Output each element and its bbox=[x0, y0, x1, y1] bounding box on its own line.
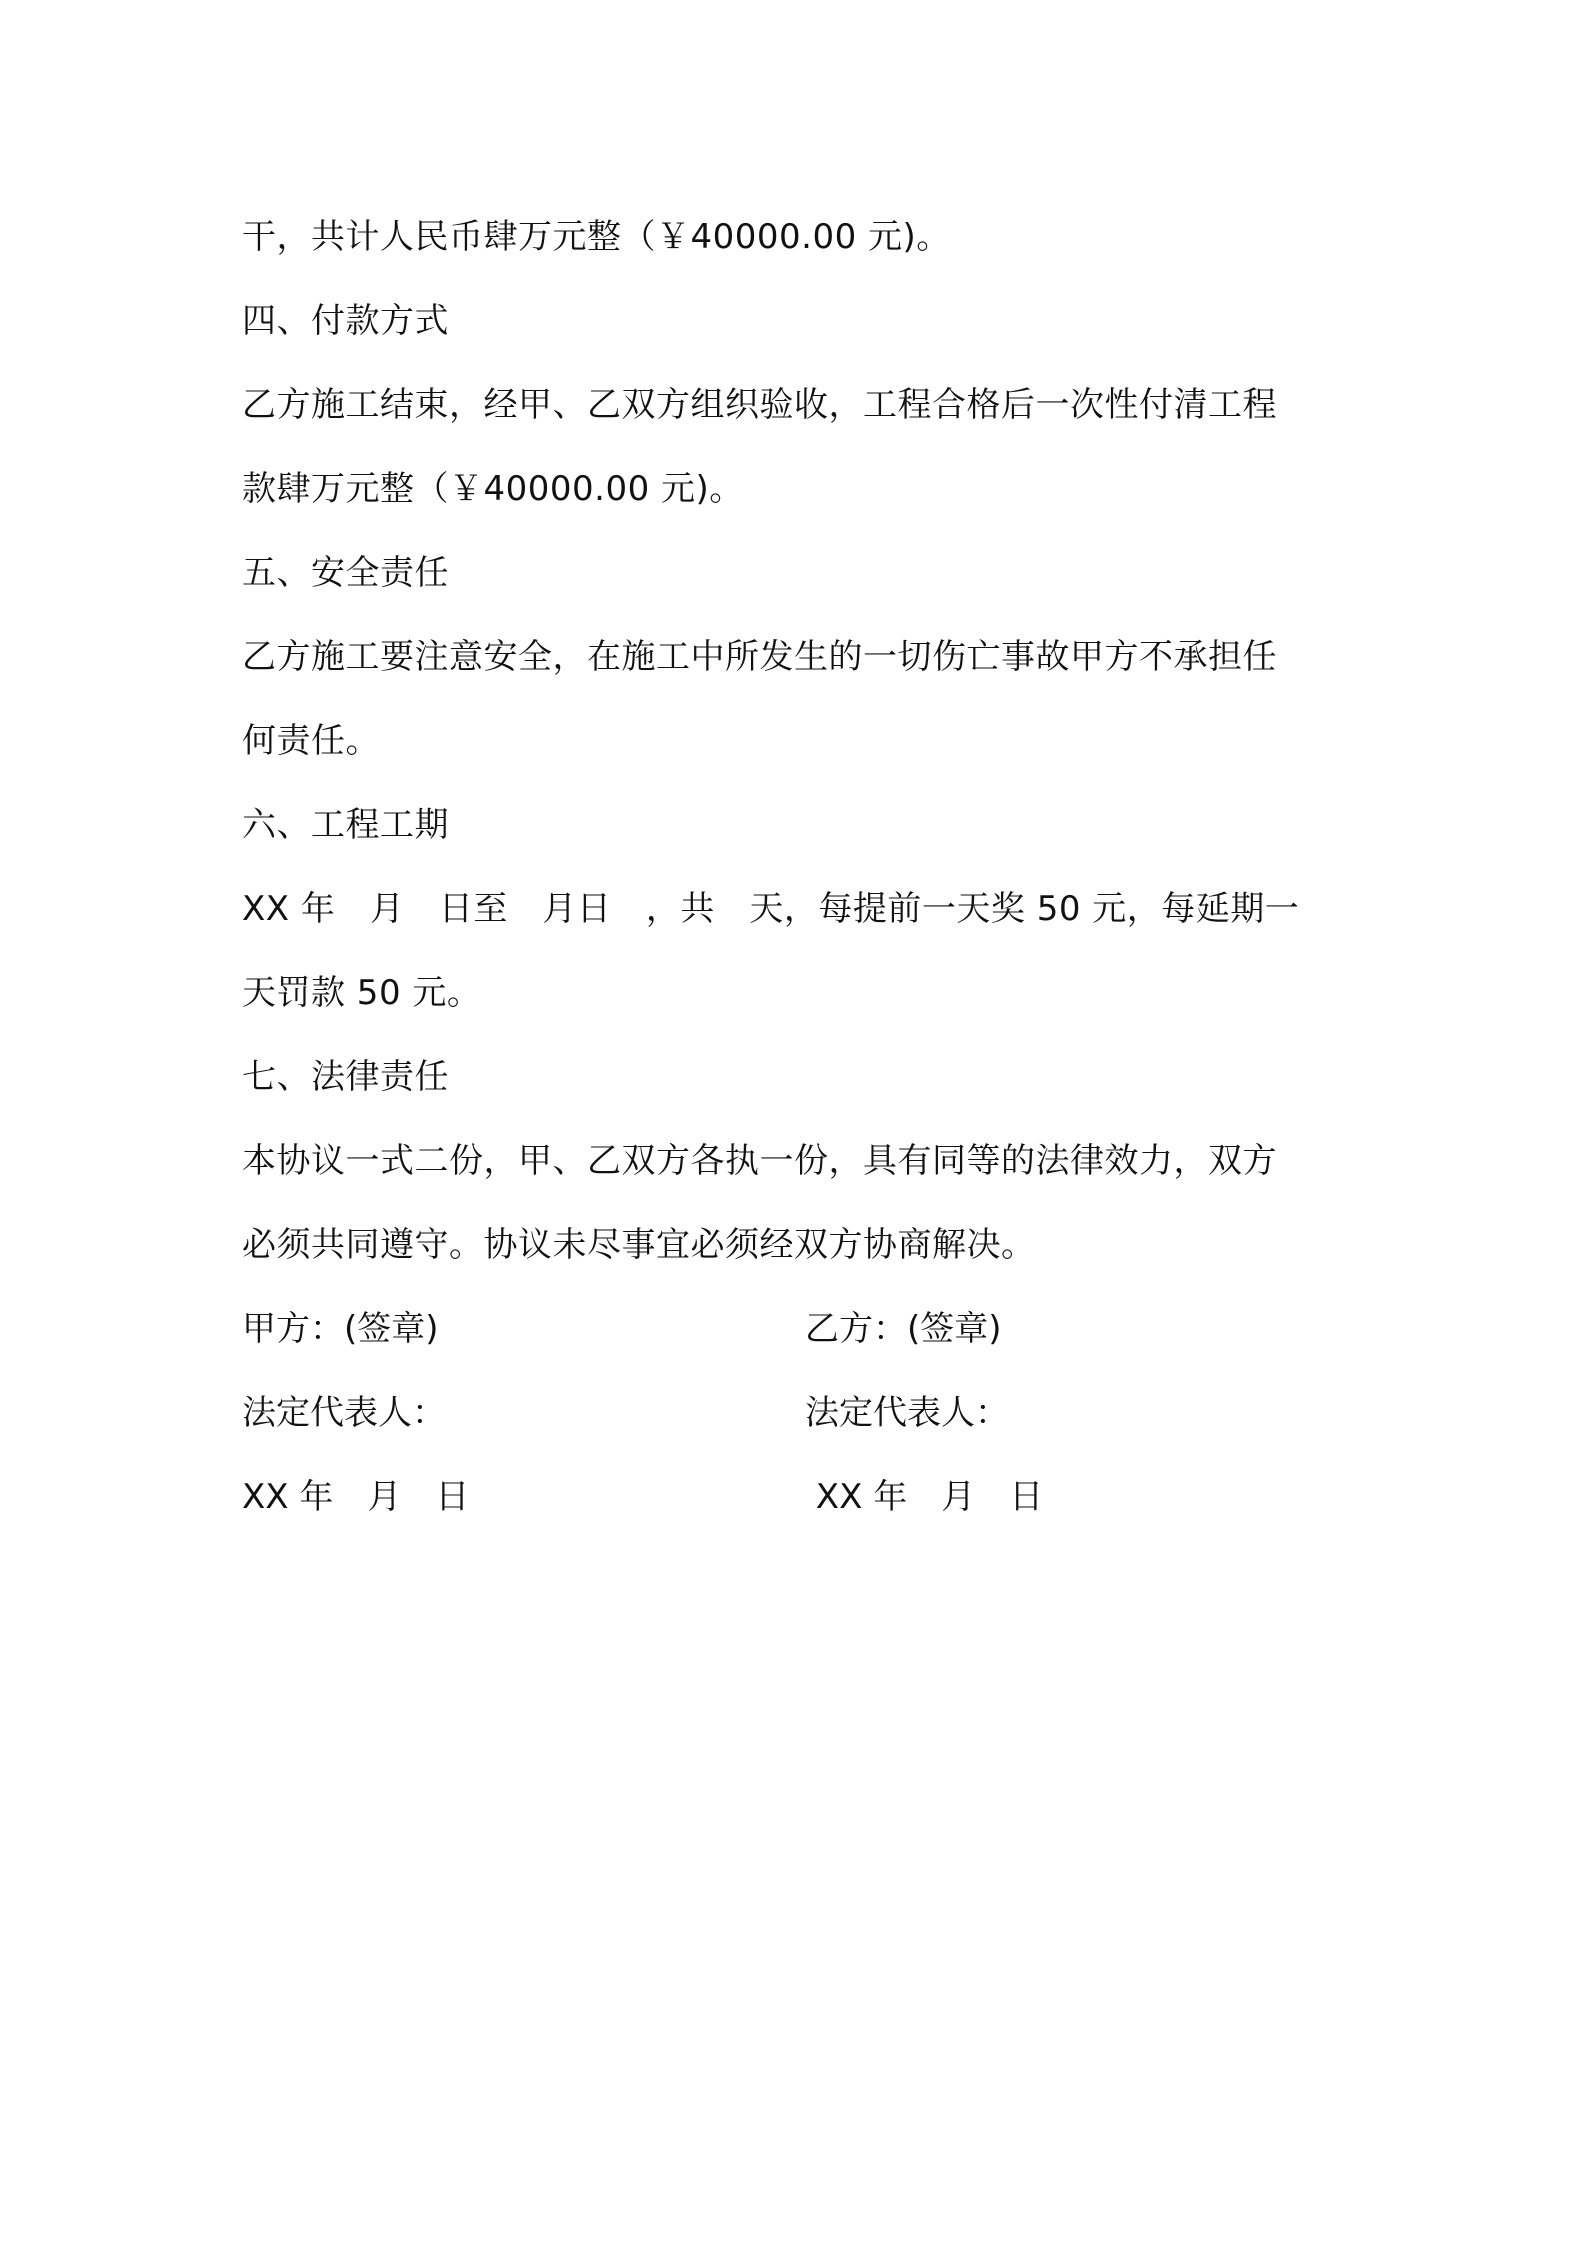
paragraph-line: 乙方施工要注意安全，在施工中所发生的一切伤亡事故甲方不承担任 bbox=[242, 637, 1277, 677]
paragraph-line: 本协议一式二份，甲、乙双方各执一份，具有同等的法律效力，双方 bbox=[242, 1141, 1277, 1181]
paragraph-line: 天罚款 50 元。 bbox=[242, 973, 482, 1013]
party-b-representative-label: 法定代表人： bbox=[805, 1393, 1009, 1433]
party-a-signature-label: 甲方：(签章) bbox=[242, 1309, 439, 1349]
signature-representative-row bbox=[242, 1371, 1362, 1455]
paragraph-line: 干，共计人民币肆万元整（￥40000.00 元)。 bbox=[242, 217, 951, 257]
party-a-representative-label: 法定代表人： bbox=[242, 1393, 446, 1433]
section-heading-legal: 七、法律责任 bbox=[242, 1057, 449, 1097]
section-heading-safety: 五、安全责任 bbox=[242, 553, 449, 593]
section-heading-payment: 四、付款方式 bbox=[242, 301, 449, 341]
party-b-date: XX 年 月 日 bbox=[805, 1477, 1044, 1517]
signature-party-row bbox=[242, 1287, 1362, 1371]
signature-date-row bbox=[242, 1455, 1362, 1539]
party-a-date: XX 年 月 日 bbox=[242, 1477, 470, 1517]
paragraph-line: 何责任。 bbox=[242, 721, 380, 761]
section-heading-schedule: 六、工程工期 bbox=[242, 805, 449, 845]
party-b-signature-label: 乙方：(签章) bbox=[805, 1309, 1002, 1349]
paragraph-line: 款肆万元整（￥40000.00 元)。 bbox=[242, 469, 744, 509]
document-body bbox=[242, 195, 1362, 1539]
paragraph-line: 必须共同遵守。协议未尽事宜必须经双方协商解决。 bbox=[242, 1225, 1036, 1265]
paragraph-line: XX 年 月 日至 月日 ，共 天，每提前一天奖 50 元，每延期一 bbox=[242, 889, 1300, 929]
paragraph-line: 乙方施工结束，经甲、乙双方组织验收，工程合格后一次性付清工程 bbox=[242, 385, 1277, 425]
